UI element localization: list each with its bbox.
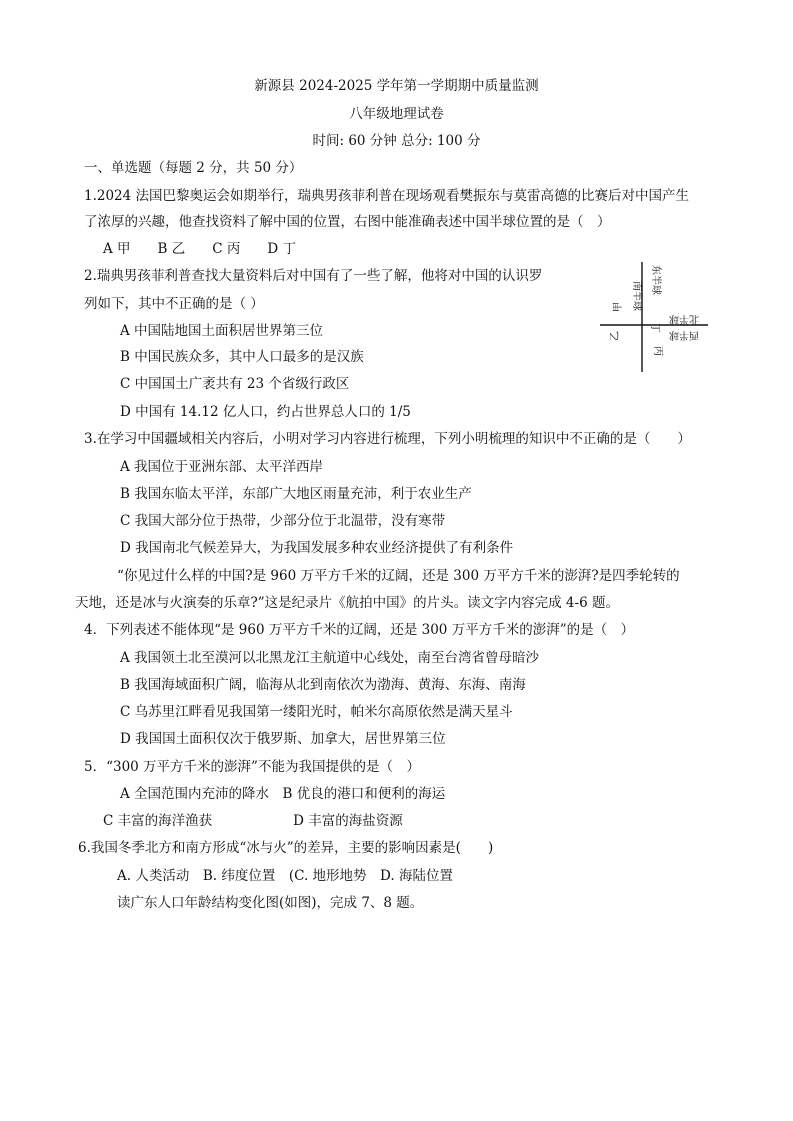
q4-stem: 4．下列表述不能体现“是 960 万平方千米的辽阔，还是 300 万平方千米的澎湃”的是（ ） (84, 622, 635, 638)
section-heading: 一、单选题（每题 2 分，共 50 分） (84, 160, 303, 176)
q2-line2: 列如下，其中不正确的是（ ） (84, 296, 264, 312)
q2-line1: 2.瑞典男孩菲利普查找大量资料后对中国有了一些了解，他将对中国的认识罗 (84, 268, 543, 284)
q5-stem: 5．“300 万平方千米的澎湃”不能为我国提供的是（ ） (84, 759, 420, 775)
q4-option-a: A 我国领土北至漠河以北黑龙江主航道中心线处，南至台湾省曾母暗沙 (120, 650, 540, 666)
q4-option-d: D 我国国土面积仅次于俄罗斯、加拿大，居世界第三位 (120, 731, 446, 747)
label-dong-hemisphere: 东半球 (650, 265, 661, 295)
exam-time-score: 时间: 60 分钟 总分: 100 分 (312, 133, 481, 149)
q6-stem: 6.我国冬季北方和南方形成“冰与火”的差异，主要的影响因素是( ) (78, 840, 494, 856)
q2-option-c: C 中国国土广袤共有 23 个省级行政区 (120, 376, 350, 392)
label-bing: 丙 (652, 346, 663, 356)
q5-options-ab: A 全国范围内充沛的降水 B 优良的港口和便利的海运 (120, 786, 446, 802)
q3-option-c: C 我国大部分位于热带，少部分位于北温带，没有寒带 (120, 513, 446, 529)
exam-subtitle: 八年级地理试卷 (349, 106, 444, 122)
q4-option-c: C 乌苏里江畔看见我国第一缕阳光时，帕米尔高原依然是满天星斗 (120, 704, 513, 720)
q3-option-a: A 我国位于亚洲东部、太平洋西岸 (120, 459, 324, 475)
q1-options: A 甲 B 乙 C 丙 D 丁 (103, 241, 296, 257)
q5-options-cd: C 丰富的海洋渔获 D 丰富的海盐资源 (103, 813, 403, 829)
q4-option-b: B 我国海域面积广阔，临海从北到南依次为渤海、黄海、东海、南海 (120, 677, 526, 693)
q2-option-b: B 中国民族众多，其中人口最多的是汉族 (120, 349, 364, 365)
label-nan-hemisphere: 南半球 (631, 281, 642, 311)
exam-title: 新源县 2024-2025 学年第一学期期中质量监测 (254, 78, 539, 94)
passage-line2: 天地，还是冰与火演奏的乐章?”这是纪录片《航拍中国》的片头。读文字内容完成 4-6 题。 (75, 595, 619, 611)
q3-option-b: B 我国东临太平洋，东部广大地区雨量充沛，利于农业生产 (120, 486, 472, 502)
label-yi: 乙 (610, 331, 621, 341)
label-bei-hemisphere: 北半球 (669, 313, 699, 324)
label-ding: 丁 (649, 323, 660, 333)
q2-option-a: A 中国陆地国土面积居世界第三位 (120, 323, 324, 339)
passage-line1: “你见过什么样的中国?是 960 万平方千米的辽阔，还是 300 万平方千米的澎湃?是四季轮转的 (117, 568, 680, 584)
q3-option-d: D 我国南北气候差异大，为我国发展多种农业经济提供了有利条件 (120, 540, 514, 556)
q2-option-d: D 中国有 14.12 亿人口，约占世界总人口的 1/5 (120, 404, 411, 420)
q78-intro: 读广东人口年龄结构变化图(如图)，完成 7、8 题。 (117, 895, 424, 911)
q6-options: A. 人类活动 B. 纬度位置 (C. 地形地势 D. 海陆位置 (117, 868, 453, 884)
q3-stem: 3.在学习中国疆域相关内容后，小明对学习内容进行梳理，下列小明梳理的知识中不正确的是（ ） (84, 431, 691, 447)
label-xi-hemisphere: 西半球 (669, 329, 699, 340)
q1-line2: 了浓厚的兴趣，他查找资料了解中国的位置，右图中能准确表述中国半球位置的是（ ） (84, 214, 611, 230)
label-jia: 甲 (613, 302, 624, 312)
hemisphere-diagram (598, 262, 708, 372)
q1-line1: 1.2024 法国巴黎奥运会如期举行，瑞典男孩菲利普在现场观看樊振东与莫雷高德的比赛后对中国产生 (84, 188, 690, 204)
